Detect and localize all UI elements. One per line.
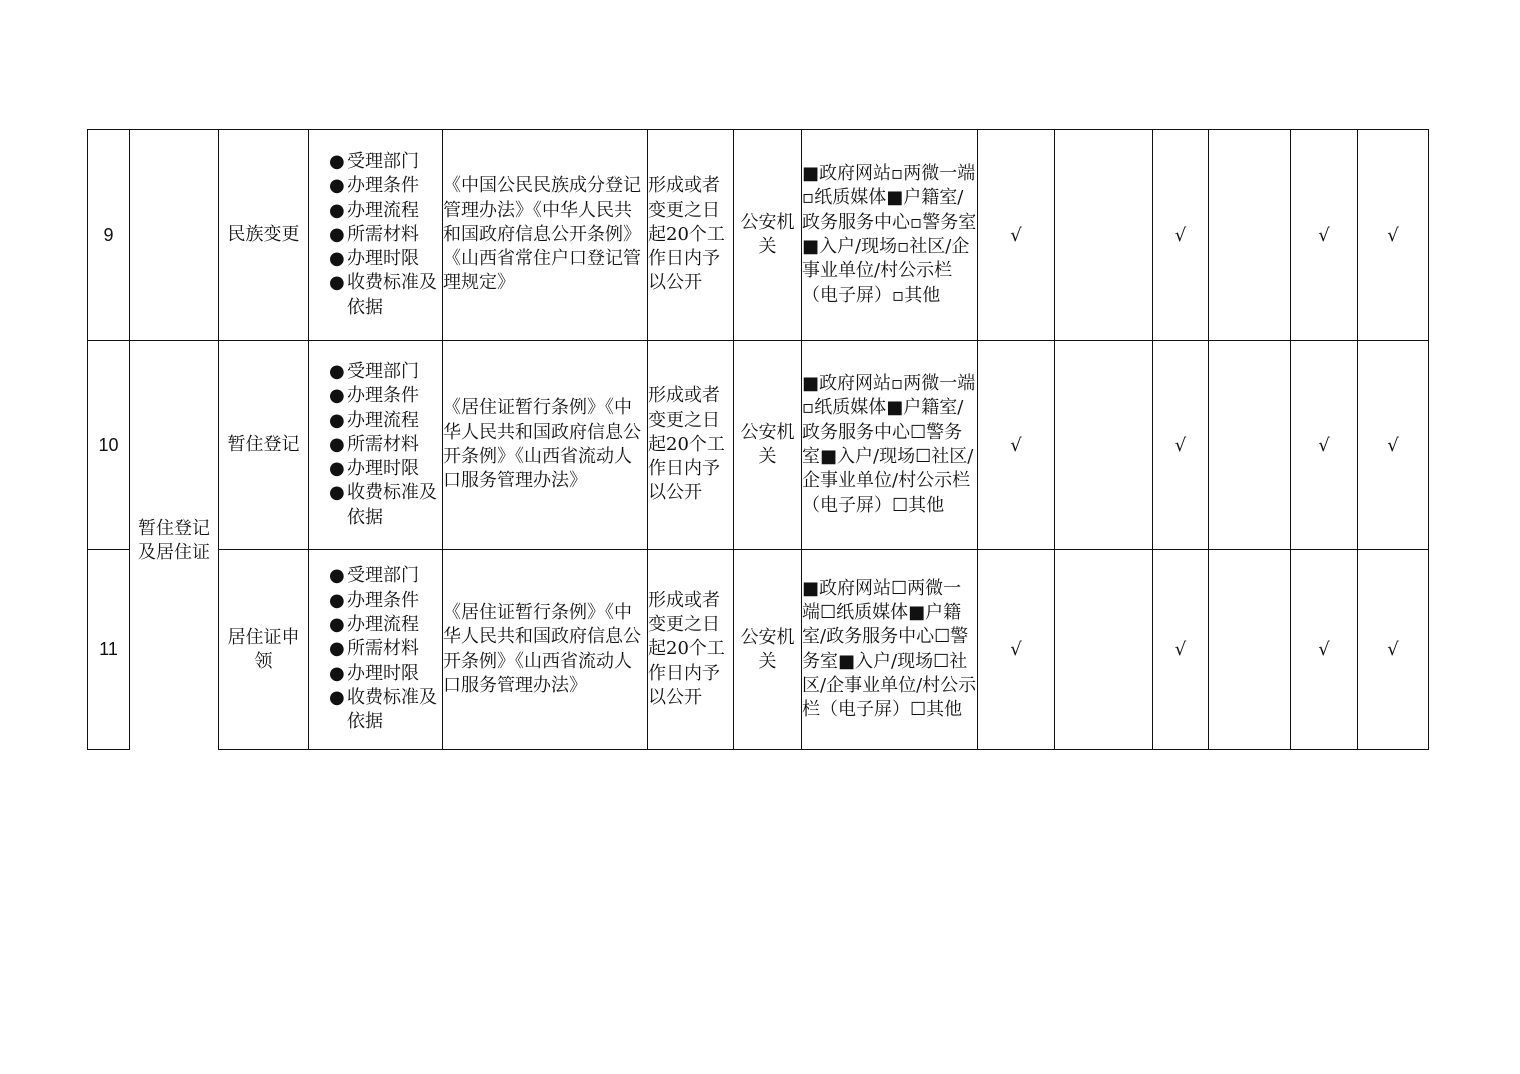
bullet-icon: ● — [329, 662, 345, 684]
bullet-icon: ● — [329, 589, 345, 611]
list-item: ● 办理流程 — [329, 613, 442, 637]
item-name: 居住证申领 — [219, 550, 309, 750]
check-mark: √ — [1153, 550, 1209, 750]
bullet-icon: ● — [329, 433, 345, 455]
row-number: 11 — [88, 550, 130, 750]
bullet-icon: ● — [329, 638, 345, 660]
bullet-icon: ● — [329, 272, 345, 294]
list-item: ● 办理条件 — [329, 174, 442, 198]
list-item: ● 办理时限 — [329, 662, 442, 686]
check-mark: √ — [1358, 341, 1429, 550]
check-mark — [1209, 550, 1291, 750]
legal-basis: 《居住证暂行条例》《中华人民共和国政府信息公开条例》《山西省流动人口服务管理办法》 — [443, 341, 648, 550]
bullet-icon: ● — [329, 409, 345, 431]
check-mark: √ — [1291, 341, 1358, 550]
list-item: ● 办理条件 — [329, 384, 442, 408]
check-mark: √ — [1358, 130, 1429, 341]
check-mark: √ — [1153, 341, 1209, 550]
list-item: ● 办理时限 — [329, 247, 442, 271]
bullet-icon: ● — [329, 686, 345, 708]
check-mark: √ — [1153, 130, 1209, 341]
disclosure-channels: ■政府网站▫两微一端▫纸质媒体■户籍室/政务服务中心▫警务室■入户/现场▫社区/企事业单位/村公示栏（电子屏）▫其他 — [802, 130, 978, 341]
check-mark: √ — [1358, 550, 1429, 750]
bullet-icon: ● — [329, 360, 345, 382]
content-list — [309, 341, 443, 550]
bullet-icon: ● — [329, 565, 345, 587]
disclosure-subject: 公安机关 — [734, 130, 802, 341]
bullet-icon: ● — [329, 614, 345, 636]
list-item: ● 收费标准及依据 — [329, 272, 437, 318]
list-item: ● 受理部门 — [329, 564, 442, 588]
legal-basis: 《中国公民民族成分登记管理办法》《中华人民共和国政府信息公开条例》《山西省常住户口登记管理规定》 — [443, 130, 648, 341]
category-cell — [130, 341, 219, 750]
disclosure-channels: ■政府网站▫两微一端▫纸质媒体■户籍室/政务服务中心☐警务室■入户/现场☐社区/企事业单位/村公示栏（电子屏）☐其他 — [802, 341, 978, 550]
disclosure-subject: 公安机关 — [734, 341, 802, 550]
check-mark — [1055, 341, 1153, 550]
disclosure-subject: 公安机关 — [734, 550, 802, 750]
list-item: ● 收费标准及依据 — [329, 482, 437, 528]
bullet-icon: ● — [329, 482, 345, 504]
list-item: ● 受理部门 — [329, 360, 442, 384]
disclosure-channels: ■政府网站☐两微一端☐纸质媒体■户籍室/政务服务中心☐警务室■入户/现场☐社区/企事业单位/村公示栏（电子屏）☐其他 — [802, 550, 978, 750]
table-row — [88, 341, 1429, 550]
disclosure-time: 形成或者变更之日起20个工作日内予以公开 — [648, 341, 734, 550]
row-number: 9 — [88, 130, 130, 341]
bullet-icon: ● — [329, 248, 345, 270]
check-mark — [1055, 130, 1153, 341]
bullet-icon: ● — [329, 199, 345, 221]
bullet-icon: ● — [329, 150, 345, 172]
check-mark — [1209, 130, 1291, 341]
check-mark: √ — [978, 341, 1055, 550]
check-mark: √ — [1291, 550, 1358, 750]
item-name: 暂住登记 — [219, 341, 309, 550]
category-label: 暂住登记及居住证 — [138, 518, 210, 563]
list-item: ● 办理条件 — [329, 589, 442, 613]
content-list — [309, 550, 443, 750]
disclosure-table — [87, 129, 1429, 750]
check-mark: √ — [978, 130, 1055, 341]
list-item: ● 所需材料 — [329, 637, 442, 661]
bullet-icon: ● — [329, 458, 345, 480]
category-cell-empty — [130, 130, 219, 341]
list-item: ● 办理时限 — [329, 457, 442, 481]
legal-basis: 《居住证暂行条例》《中华人民共和国政府信息公开条例》《山西省流动人口服务管理办法》 — [443, 550, 648, 750]
bullet-icon: ● — [329, 223, 345, 245]
disclosure-time: 形成或者变更之日起20个工作日内予以公开 — [648, 130, 734, 341]
bullet-icon: ● — [329, 175, 345, 197]
disclosure-time: 形成或者变更之日起20个工作日内予以公开 — [648, 550, 734, 750]
list-item: ● 办理流程 — [329, 409, 442, 433]
check-mark — [1055, 550, 1153, 750]
check-mark — [1209, 341, 1291, 550]
table-row — [88, 130, 1429, 341]
item-name: 民族变更 — [219, 130, 309, 341]
list-item: ● 所需材料 — [329, 223, 442, 247]
list-item: ● 所需材料 — [329, 433, 442, 457]
list-item: ● 收费标准及依据 — [329, 686, 437, 733]
list-item: ● 办理流程 — [329, 199, 442, 223]
content-list — [309, 130, 443, 341]
check-mark: √ — [1291, 130, 1358, 341]
bullet-icon: ● — [329, 385, 345, 407]
list-item: ● 受理部门 — [329, 150, 442, 174]
check-mark: √ — [978, 550, 1055, 750]
row-number: 10 — [88, 341, 130, 550]
table-row — [88, 550, 1429, 750]
